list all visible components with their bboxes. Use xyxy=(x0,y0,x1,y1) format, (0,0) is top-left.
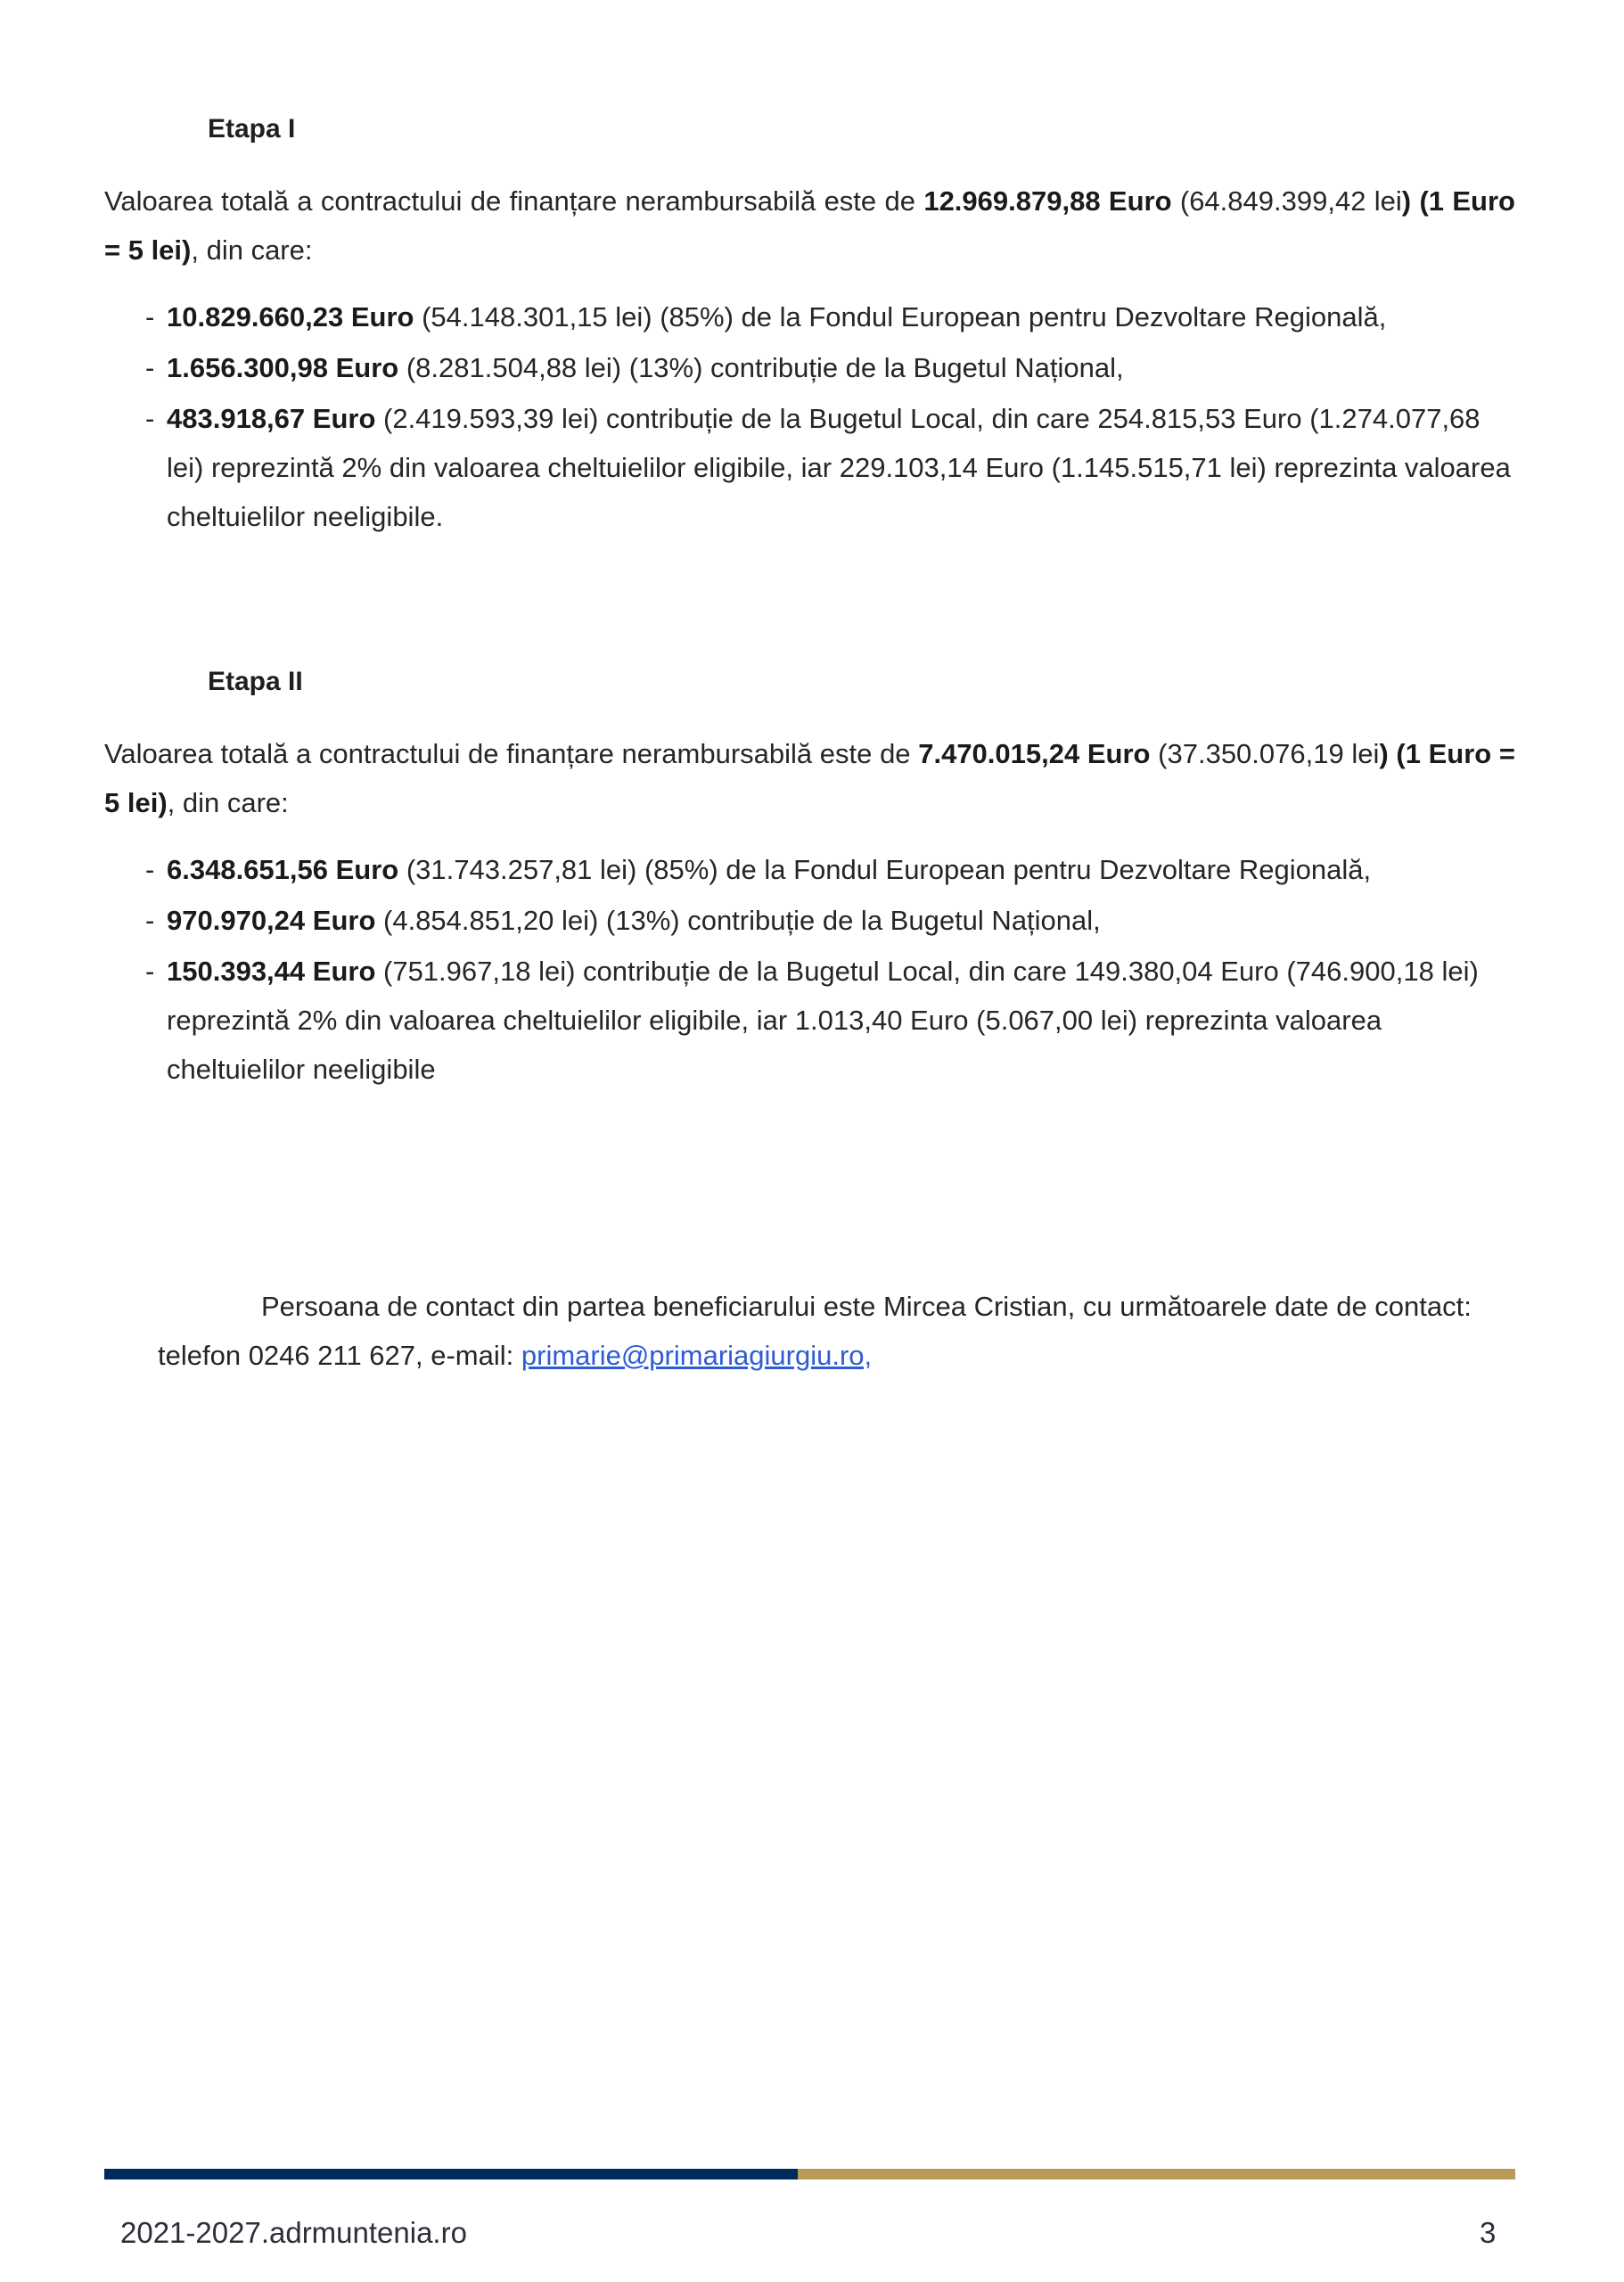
bullet-dash: - xyxy=(145,301,155,332)
item-amount: 150.393,44 Euro xyxy=(167,956,376,987)
bullet-dash: - xyxy=(145,905,155,936)
stage-2-intro-text: Valoarea totală a contractului de finanțare nerambursabilă este de xyxy=(104,738,919,769)
stage-1-rate: ) (1 Euro = 5 lei) xyxy=(104,185,1515,266)
item-amount: 483.918,67 Euro xyxy=(167,403,376,434)
stage-1-intro-text: Valoarea totală a contractului de finanțare nerambursabilă este de xyxy=(104,185,924,217)
stage-1-intro xyxy=(104,176,1515,275)
list-item xyxy=(145,845,1515,894)
stage-2-rate: ) (1 Euro = 5 lei) xyxy=(104,738,1515,818)
bullet-dash: - xyxy=(145,352,155,383)
stage-2-intro-suffix: , din care: xyxy=(167,787,289,818)
bullet-dash: - xyxy=(145,956,155,987)
email-link[interactable]: primarie@primariagiurgiu.ro, xyxy=(521,1340,873,1371)
stage-2-total: 7.470.015,24 Euro xyxy=(918,738,1151,769)
list-item xyxy=(145,896,1515,945)
footer-divider-navy xyxy=(104,2169,798,2179)
footer-divider xyxy=(104,2169,1515,2179)
list-item xyxy=(145,947,1515,1094)
item-amount: 1.656.300,98 Euro xyxy=(167,352,399,383)
bullet-dash: - xyxy=(145,854,155,885)
footer-website: 2021-2027.adrmuntenia.ro xyxy=(120,2216,467,2249)
contact-paragraph xyxy=(158,1282,1515,1380)
list-item xyxy=(145,292,1515,341)
stage-1-list xyxy=(145,292,1515,543)
item-text: (4.854.851,20 lei) (13%) contribuție de la Bugetul Național, xyxy=(375,905,1101,936)
item-amount: 10.829.660,23 Euro xyxy=(167,301,414,332)
item-text: (54.148.301,15 lei) (85%) de la Fondul European pentru Dezvoltare Regională, xyxy=(414,301,1387,332)
page-number: 3 xyxy=(1480,2216,1497,2249)
contact-text: Persoana de contact din partea beneficiarului este Mircea Cristian, cu următoarele date de contact: telefon 0246 211 627, e-mail: xyxy=(158,1291,1472,1371)
stage-1-intro-suffix: , din care: xyxy=(191,234,313,266)
list-item xyxy=(145,343,1515,392)
stage-1-total-lei: (64.849.399,42 lei xyxy=(1171,185,1402,217)
item-text: (2.419.593,39 lei) contribuție de la Bugetul Local, din care 254.815,53 Euro (1.274.077,68 lei) reprezintă 2% din valoarea cheltuielilor eligibile, iar 229.103,14 Euro (1.145.515,71 lei) reprezinta valoarea cheltuielilor neeligibile. xyxy=(167,403,1511,532)
stage-1-heading: Etapa I xyxy=(208,114,296,144)
item-amount: 6.348.651,56 Euro xyxy=(167,854,399,885)
stage-2-heading: Etapa II xyxy=(208,667,303,696)
stage-2-intro xyxy=(104,729,1515,827)
stage-1-total: 12.969.879,88 Euro xyxy=(923,185,1172,217)
bullet-dash: - xyxy=(145,403,155,434)
stage-2-total-lei: (37.350.076,19 lei xyxy=(1150,738,1380,769)
item-text: (31.743.257,81 lei) (85%) de la Fondul European pentru Dezvoltare Regională, xyxy=(398,854,1372,885)
footer-divider-gold xyxy=(798,2169,1515,2179)
item-amount: 970.970,24 Euro xyxy=(167,905,376,936)
stage-2-list xyxy=(145,845,1515,1096)
item-text: (8.281.504,88 lei) (13%) contribuție de la Bugetul Național, xyxy=(398,352,1124,383)
list-item xyxy=(145,394,1515,541)
item-text: (751.967,18 lei) contribuție de la Bugetul Local, din care 149.380,04 Euro (746.900,18 lei) reprezintă 2% din valoarea cheltuielilor eligibile, iar 1.013,40 Euro (5.067,00 lei) reprezinta valoarea cheltuielilor neeligibile xyxy=(167,956,1479,1085)
